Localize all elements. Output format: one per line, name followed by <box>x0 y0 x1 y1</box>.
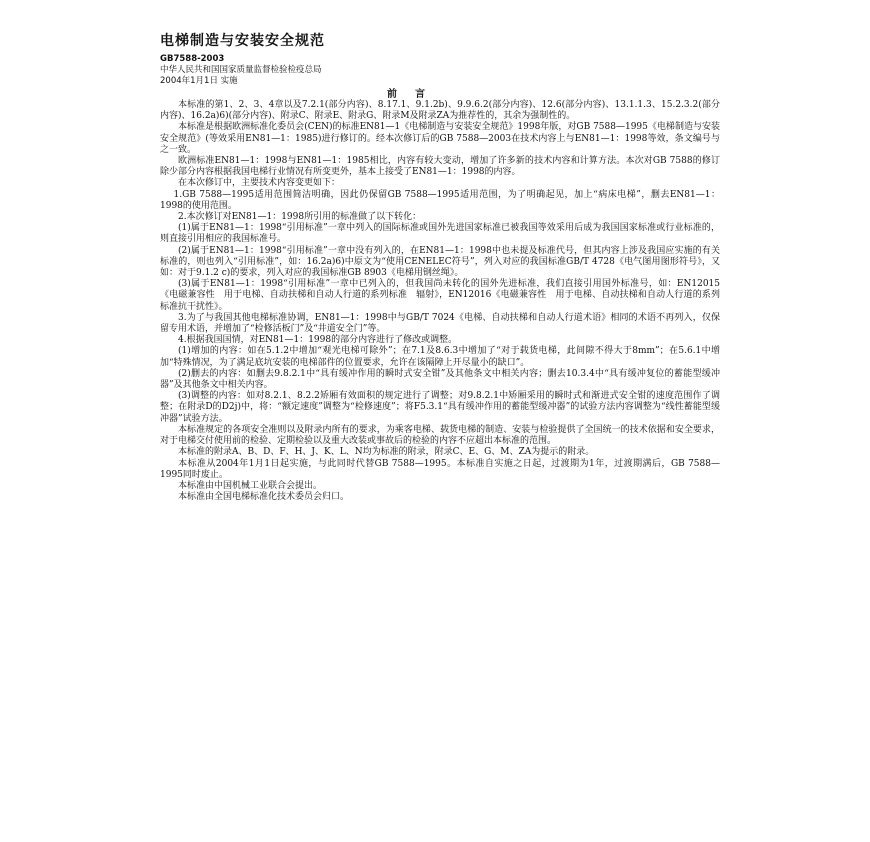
foreword-heading: 前言 <box>387 89 443 100</box>
paragraph: 2.本次修订对EN81—1：1998所引用的标准做了以下转化： <box>178 212 422 223</box>
paragraph: 4.根据我国国情，对EN81—1：1998的部分内容进行了修改或调整。 <box>178 335 458 346</box>
paragraph: 本标准由中国机械工业联合会提出。 <box>178 480 323 491</box>
paragraph: (3)属于EN81—1：1998“引用标准”一章中已列入的，但我国尚未转化的国外先进标准，我们直接引用国外标准号，如：EN12015《电磁兼容性 用于电梯、自动扶梯和自动人行道的系列标准 辐射》，EN12016《电磁兼容性 用于电梯、自动扶梯和自动人行道的系列标准抗干扰性》。 <box>160 279 720 312</box>
paragraph: 欧洲标准EN81—1：1998与EN81—1：1985相比，内容有较大变动，增加了许多新的技术内容和计算方法。本次对GB 7588的修订除少部分内容根据我国电梯行业情况有所变更外，基本上接受了EN81—1：1998的内容。 <box>160 156 720 178</box>
paragraph: 本标准由全国电梯标准化技术委员会归口。 <box>178 492 350 503</box>
standard-code: GB7588-2003 <box>160 54 225 64</box>
paragraph: (1)属于EN81—1：1998“引用标准”一章中列入的国际标准或国外先进国家标准已被我国等效采用后成为我国国家标准或行业标准的，则直接引用相应的我国标准号。 <box>160 223 720 245</box>
paragraph: (1)增加的内容：如在5.1.2中增加“观光电梯可除外”；在7.1及8.6.3中增加了“对于载货电梯，此间隙不得大于8mm”；在5.6.1中增加“特殊情况，为了满足底坑安装的电梯部件的位置要求，允许在该隔障上开尽量小的缺口”。 <box>160 346 720 368</box>
paragraph: 在本次修订中，主要技术内容变更如下： <box>178 178 341 189</box>
paragraph: (3)调整的内容：如对8.2.1、8.2.2矫厢有效面积的规定进行了调整；对9.8.2.1中矫厢采用的瞬时式和渐进式安全钳的速度范围作了调整；在附录D的D2j)中，将：“额定速度”调整为“检修速度”；将F5.3.1“具有缓冲作用的蓄能型缓冲器”的试验方法内容调整为“线性蓄能型缓冲器”试验方法。 <box>160 391 720 424</box>
paragraph: 本标准规定的各项安全准则以及附录内所有的要求，为乘客电梯、载货电梯的制造、安装与检验提供了全国统一的技术依据和安全要求，对于电梯交付使用前的检验、定期检验以及重大改装或事故后的检验的内容不应超出本标准的范围。 <box>160 424 720 447</box>
foreword-body <box>160 100 720 503</box>
paragraph: 本标准的附录A、B、D、F、H、J、K、L、N均为标准的附录，附录C、E、G、M、ZA为提示的附录。 <box>178 447 595 458</box>
paragraph: (2)删去的内容：如删去9.8.2.1中“具有缓冲作用的瞬时式安全钳”及其他条文中相关内容；删去10.3.4中“具有缓冲复位的蓄能型缓冲器”及其他条文中相关内容。 <box>160 368 720 391</box>
paragraph: 本标准是根据欧洲标准化委员会(CEN)的标准EN81—1《电梯制造与安装安全规范》1998年版，对GB 7588—1995《电梯制造与安装安全规范》(等效采用EN81—1：1985)进行修订的。经本次修订后的GB 7588—2003在技术内容上与EN81—1：1998等效，条文编号与之一致。 <box>160 122 720 155</box>
issuing-authority: 中华人民共和国国家质量监督检验检疫总局 <box>160 65 322 75</box>
paragraph: 3.为了与我国其他电梯标准协调，EN81—1：1998中与GB/T 7024《电梯、自动扶梯和自动人行道术语》相同的术语不再列入，仅保留专用术语，并增加了“检修活板门”及“井道安全门”等。 <box>160 312 720 335</box>
paragraph: 1.GB 7588—1995适用范围简洁明确，因此仍保留GB 7588—1995适用范围，为了明确起见，加上“病床电梯”，删去EN81—1：1998的使用范围。 <box>160 189 720 211</box>
paragraph: (2)属于EN81—1：1998“引用标准”一章中没有列入的，在EN81—1：1998中也未提及标准代号，但其内容上涉及我国应实施的有关标准的，则也列入“引用标准”，如：16.2a)6)中原文为“使用CENELEC符号”，列入对应的我国标准GB/T 4728《电气图用图形符号》，又如：对于9.1.2 c)的要求，列入对应的我国标准GB 8903《电梯用钢丝绳》。 <box>160 245 720 279</box>
paragraph: 本标准的第1、2、3、4章以及7.2.1(部分内容)、8.17.1、9.1.2b)、9.9.6.2(部分内容)、12.6(部分内容)、13.1.1.3、15.2.3.2(部分内容)、16.2a)6)(部分内容)、附录C、附录E、附录G、附录M及附录ZA为推荐性的，其余为强制性的。 <box>160 100 720 122</box>
document-title: 电梯制造与安装安全规范 <box>160 33 325 49</box>
paragraph: 本标准从2004年1月1日起实施，与此同时代替GB 7588—1995。本标准自实施之日起，过渡期为1年，过渡期满后，GB 7588—1995同时废止。 <box>160 458 720 480</box>
effective-date: 2004年1月1日 实施 <box>160 76 238 86</box>
